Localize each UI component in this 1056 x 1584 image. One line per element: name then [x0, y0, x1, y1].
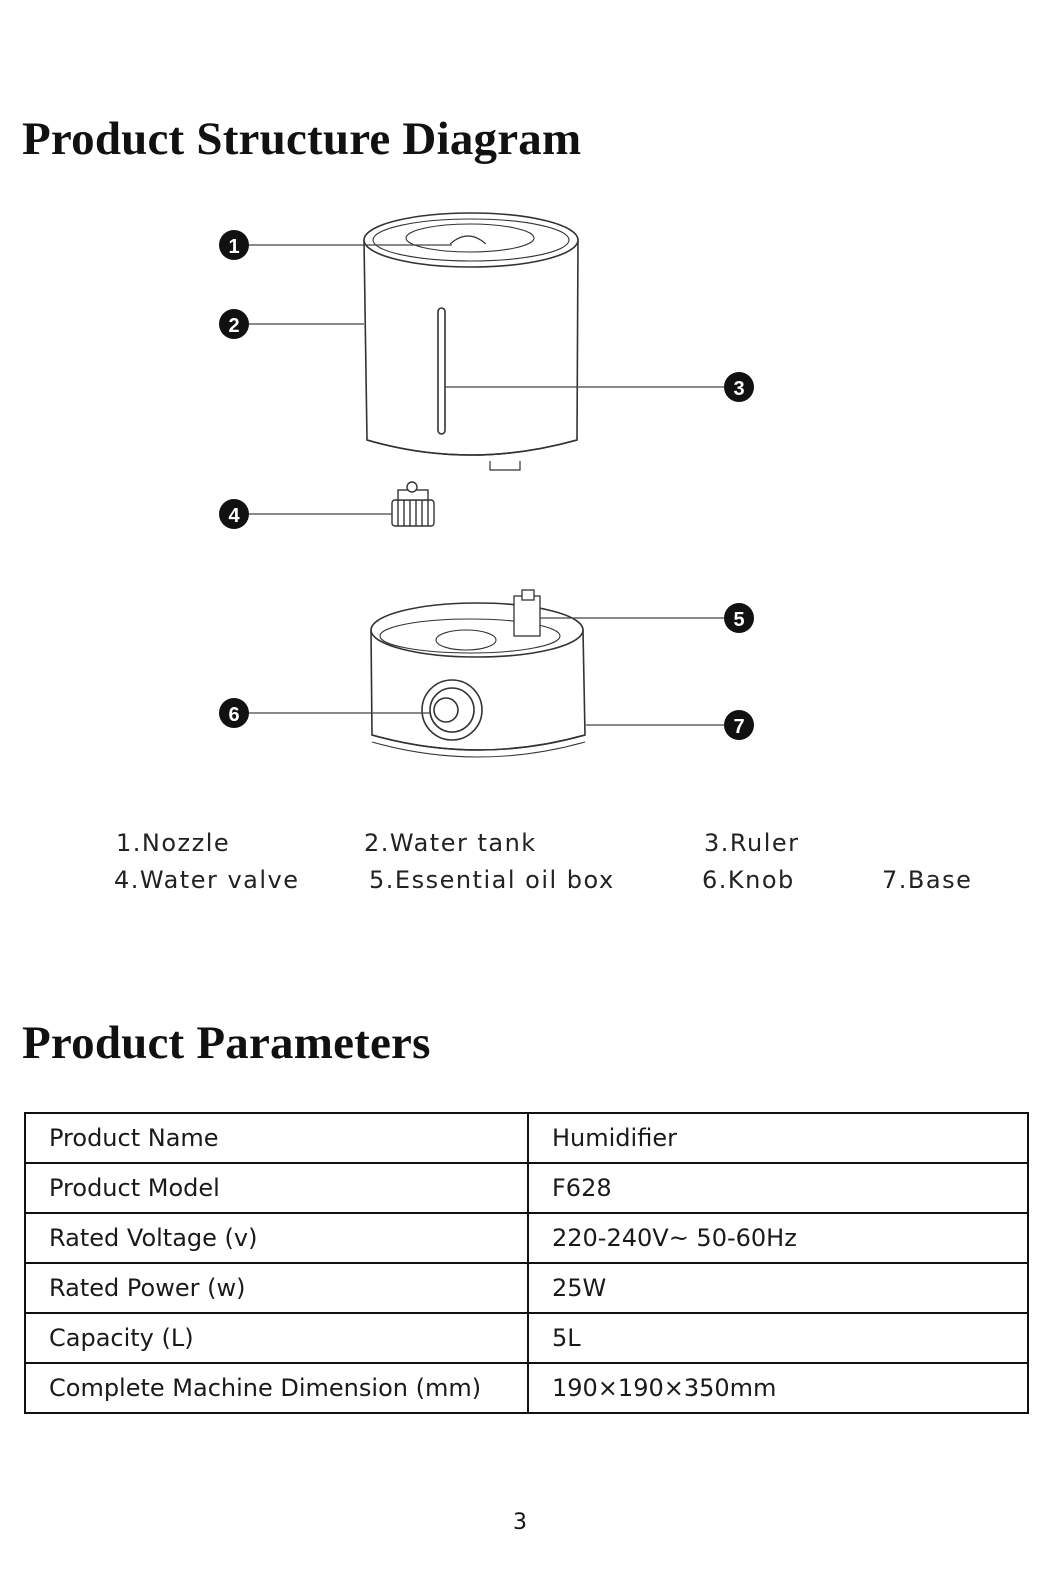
- param-value: 220-240V~ 50-60Hz: [528, 1213, 1028, 1263]
- callout-number: 3: [733, 378, 745, 400]
- table-row: [25, 1113, 1028, 1163]
- part-label-knob: 6.Knob: [702, 866, 795, 894]
- param-value: F628: [528, 1163, 1028, 1213]
- part-label-water-tank: 2.Water tank: [364, 829, 537, 857]
- page-number: 3: [513, 1510, 527, 1535]
- param-name: Product Name: [25, 1113, 528, 1163]
- table-row: [25, 1213, 1028, 1263]
- table-row: [25, 1163, 1028, 1213]
- param-value: 190×190×350mm: [528, 1363, 1028, 1413]
- callout-marker: [724, 372, 754, 402]
- water-valve-illustration: [392, 482, 434, 526]
- callout-number: 2: [228, 315, 240, 337]
- base-illustration: [371, 590, 585, 757]
- callout-number: 7: [733, 716, 745, 738]
- callout-number: 1: [228, 236, 240, 258]
- param-value: 5L: [528, 1313, 1028, 1363]
- callout-marker: [219, 230, 249, 260]
- table-row: [25, 1313, 1028, 1363]
- part-label-base: 7.Base: [882, 866, 973, 894]
- callout-marker: [724, 603, 754, 633]
- param-name: Rated Power (w): [25, 1263, 528, 1313]
- water-tank-illustration: [364, 213, 578, 470]
- table-row: [25, 1263, 1028, 1313]
- callout-marker: [219, 309, 249, 339]
- callout-number: 4: [228, 505, 240, 527]
- callout-number: 5: [733, 609, 745, 631]
- structure-diagram: [0, 200, 1056, 780]
- param-value: 25W: [528, 1263, 1028, 1313]
- section-title-parameters: Product Parameters: [22, 1017, 431, 1069]
- callout-marker: [219, 698, 249, 728]
- callout-marker: [219, 499, 249, 529]
- part-label-nozzle: 1.Nozzle: [116, 829, 231, 857]
- callout-number: 6: [228, 704, 240, 726]
- parameters-table: [24, 1112, 1029, 1414]
- part-label-essential-oil-box: 5.Essential oil box: [369, 866, 615, 894]
- table-row: [25, 1363, 1028, 1413]
- param-name: Complete Machine Dimension (mm): [25, 1363, 528, 1413]
- callout-marker: [724, 710, 754, 740]
- param-name: Capacity (L): [25, 1313, 528, 1363]
- section-title-structure: Product Structure Diagram: [22, 113, 582, 165]
- param-value: Humidifier: [528, 1113, 1028, 1163]
- param-name: Rated Voltage (v): [25, 1213, 528, 1263]
- part-label-water-valve: 4.Water valve: [114, 866, 300, 894]
- part-label-ruler: 3.Ruler: [704, 829, 800, 857]
- param-name: Product Model: [25, 1163, 528, 1213]
